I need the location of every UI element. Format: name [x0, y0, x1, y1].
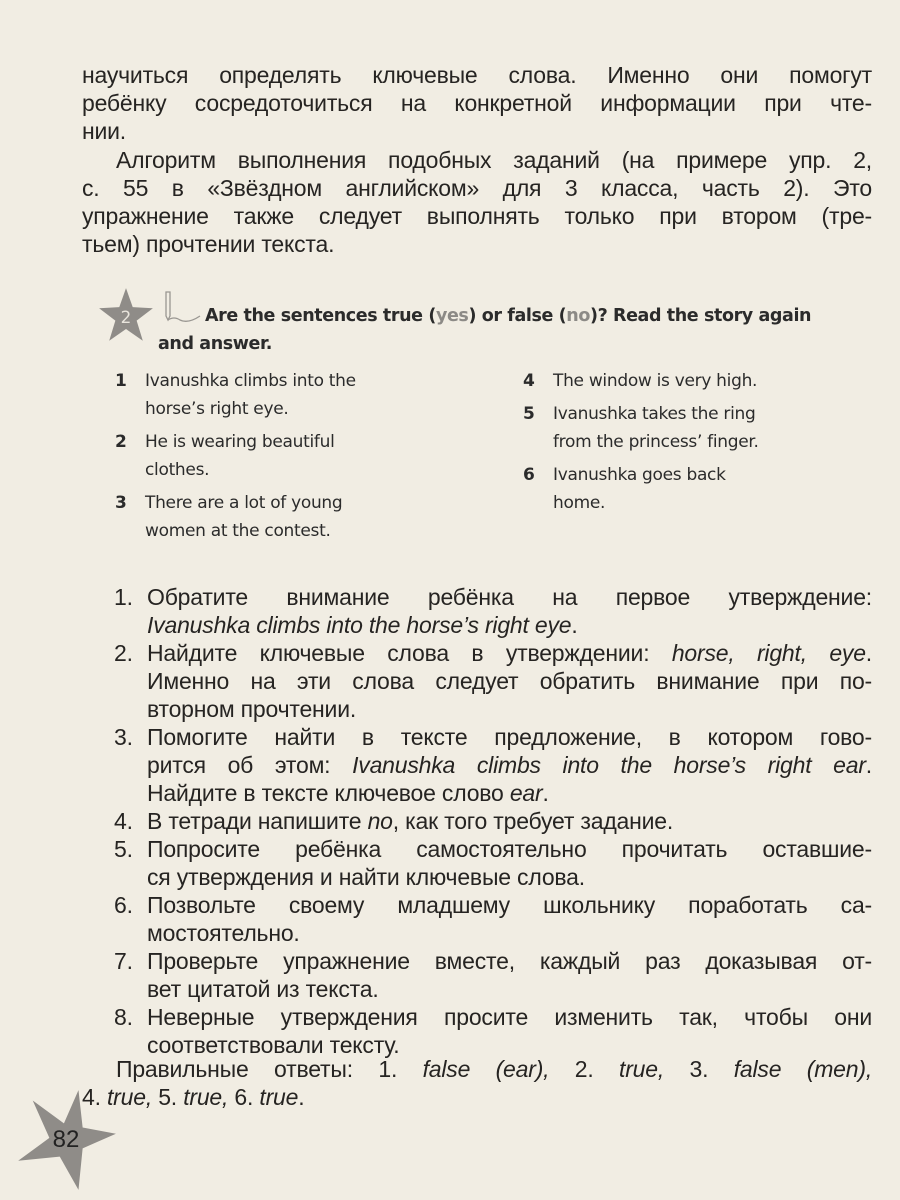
exercise-statement: [523, 367, 883, 395]
list-item: [82, 891, 872, 947]
list-item-number: 7.: [114, 948, 133, 974]
text-segment: ся утверждения и найти ключевые слова.: [147, 864, 585, 890]
exercise-statement: [523, 461, 883, 517]
text-segment: Алгоритм выполнения подобных заданий (на примере упр. 2,: [116, 147, 872, 173]
text-line: [147, 751, 872, 779]
list-item-text: [147, 583, 872, 639]
text-segment: .: [571, 612, 578, 638]
statement-line: The window is very high.: [553, 371, 758, 391]
list-item-number: 4.: [114, 808, 133, 834]
text-segment: Неверные утверждения просите изменить так, чтобы они: [147, 1004, 872, 1030]
italic-text: false (ear),: [422, 1056, 550, 1082]
text-line: [82, 117, 872, 145]
italic-text: false (men),: [733, 1056, 872, 1082]
algorithm-paragraph: [82, 146, 872, 258]
text-segment: Найдите в тексте ключевое слово: [147, 780, 510, 806]
instruction-no: no: [566, 306, 590, 326]
list-item-number: 3.: [114, 724, 133, 750]
text-segment: , как того требует задание.: [392, 808, 674, 834]
statement-number: 2: [115, 432, 127, 452]
italic-text: ear: [509, 780, 543, 806]
list-item-text: [147, 891, 872, 947]
italic-text: Ivanushka climbs into the horse’s right ear: [352, 752, 866, 778]
text-line: [147, 919, 872, 947]
text-segment: .: [542, 780, 549, 806]
text-line: [147, 583, 872, 611]
list-item: [82, 947, 872, 1003]
statement-number: 1: [115, 371, 127, 391]
text-segment: Попросите ребёнка самостоятельно прочитать оставшие-: [147, 836, 872, 862]
text-segment: 4.: [82, 1084, 107, 1110]
text-segment: вет цитатой из текста.: [147, 976, 379, 1002]
instruction-yes: yes: [435, 306, 469, 326]
text-segment: ребёнку сосредоточиться на конкретной информации при чте-: [82, 90, 872, 116]
list-item-number: 8.: [114, 1004, 133, 1030]
text-line: [147, 779, 872, 807]
list-item-text: [147, 1003, 872, 1059]
text-line: [147, 723, 872, 751]
instruction-line-2: and answer.: [158, 334, 272, 354]
text-segment: .: [865, 640, 872, 666]
text-line: [82, 61, 872, 89]
statement-line: Ivanushka climbs into the: [145, 371, 356, 391]
text-segment: Правильные ответы: 1.: [116, 1056, 423, 1082]
list-item-text: [147, 807, 872, 835]
text-line: [147, 947, 872, 975]
italic-text: true,: [619, 1056, 665, 1082]
text-line: [147, 891, 872, 919]
statement-line: from the princess’ finger.: [553, 432, 759, 452]
statement-line: Ivanushka takes the ring: [553, 404, 756, 424]
page-number: 82: [52, 1126, 80, 1153]
list-item-text: [147, 947, 872, 1003]
text-line: [82, 202, 872, 230]
italic-text: no: [367, 808, 393, 834]
exercise-right-column: [523, 367, 883, 522]
italic-text: true: [259, 1084, 299, 1110]
list-item: [82, 1003, 872, 1059]
text-line: [82, 146, 872, 174]
italic-text: true,: [106, 1084, 153, 1110]
list-item-number: 6.: [114, 892, 133, 918]
list-item-text: [147, 639, 872, 723]
statement-line: horse’s right eye.: [145, 399, 289, 419]
text-segment: 5.: [152, 1084, 184, 1110]
text-line: [82, 89, 872, 117]
instruction-text: )? Read the story again: [589, 306, 812, 326]
correct-answers: [82, 1055, 872, 1111]
exercise-statement: [523, 400, 883, 456]
text-segment: научиться определять ключевые слова. Именно они помогут: [82, 62, 872, 88]
statement-line: women at the contest.: [145, 521, 331, 541]
text-line: [147, 667, 872, 695]
exercise-statement: [115, 428, 475, 484]
statement-number: 6: [523, 465, 535, 485]
text-line: [82, 1055, 872, 1083]
list-item: [82, 639, 872, 723]
statement-line: There are a lot of young: [145, 493, 343, 513]
exercise-statement: [115, 367, 475, 423]
statement-line: He is wearing beautiful: [145, 432, 335, 452]
text-line: [147, 1003, 872, 1031]
text-line: [147, 975, 872, 1003]
italic-text: horse, right, eye: [671, 640, 866, 666]
text-segment: тьем) прочтении текста.: [82, 231, 335, 257]
list-item-number: 1.: [114, 584, 133, 610]
text-segment: Помогите найти в тексте предложение, в котором гово-: [147, 724, 872, 750]
list-item-text: [147, 723, 872, 807]
statement-line: Ivanushka goes back: [553, 465, 726, 485]
text-line: [147, 807, 872, 835]
text-line: [82, 230, 872, 258]
text-segment: 3.: [664, 1056, 734, 1082]
text-segment: Позвольте своему младшему школьнику поработать са-: [147, 892, 872, 918]
statement-line: home.: [553, 493, 606, 513]
text-segment: соответствовали тексту.: [147, 1032, 400, 1058]
intro-paragraph: [82, 61, 872, 145]
steps-list: [82, 583, 872, 1059]
statement-number: 4: [523, 371, 535, 391]
italic-text: true,: [183, 1084, 229, 1110]
list-item: [82, 723, 872, 807]
text-segment: вторном прочтении.: [147, 696, 357, 722]
exercise-star-badge-icon: [98, 287, 154, 343]
text-segment: упражнение также следует выполнять только при втором (тре-: [82, 203, 872, 229]
statement-line: clothes.: [145, 460, 210, 480]
list-item: [82, 835, 872, 891]
exercise-statement: [115, 489, 475, 545]
text-line: [147, 639, 872, 667]
text-segment: .: [298, 1084, 305, 1110]
text-segment: рится об этом:: [147, 752, 353, 778]
list-item-number: 2.: [114, 640, 133, 666]
text-line: [147, 611, 872, 639]
list-item: [82, 583, 872, 639]
exercise-number: 2: [120, 306, 132, 327]
text-segment: 2.: [549, 1056, 620, 1082]
text-segment: .: [865, 752, 872, 778]
text-line: [82, 1083, 872, 1111]
statement-number: 5: [523, 404, 535, 424]
instruction-text: Are the sentences true (: [205, 306, 436, 326]
text-line: [147, 835, 872, 863]
text-line: [82, 174, 872, 202]
list-item: [82, 807, 872, 835]
italic-text: Ivanushka climbs into the horse’s right eye: [147, 612, 572, 638]
text-line: [147, 863, 872, 891]
exercise-left-column: [115, 367, 475, 550]
list-item-number: 5.: [114, 836, 133, 862]
text-segment: с. 55 в «Звёздном английском» для 3 класса, часть 2). Это: [82, 175, 872, 201]
statement-number: 3: [115, 493, 127, 513]
text-line: [147, 695, 872, 723]
text-segment: мостоятельно.: [147, 920, 300, 946]
text-segment: Именно на эти слова следует обратить внимание при по-: [147, 668, 872, 694]
exercise-instruction: [158, 302, 873, 358]
instruction-text: ) or false (: [468, 306, 567, 326]
text-segment: 6.: [228, 1084, 260, 1110]
text-segment: Найдите ключевые слова в утверждении:: [147, 640, 672, 666]
text-segment: нии.: [82, 118, 126, 144]
list-item-text: [147, 835, 872, 891]
text-segment: В тетради напишите: [147, 808, 368, 834]
text-segment: Обратите внимание ребёнка на первое утверждение:: [147, 584, 872, 610]
text-segment: Проверьте упражнение вместе, каждый раз доказывая от-: [147, 948, 872, 974]
